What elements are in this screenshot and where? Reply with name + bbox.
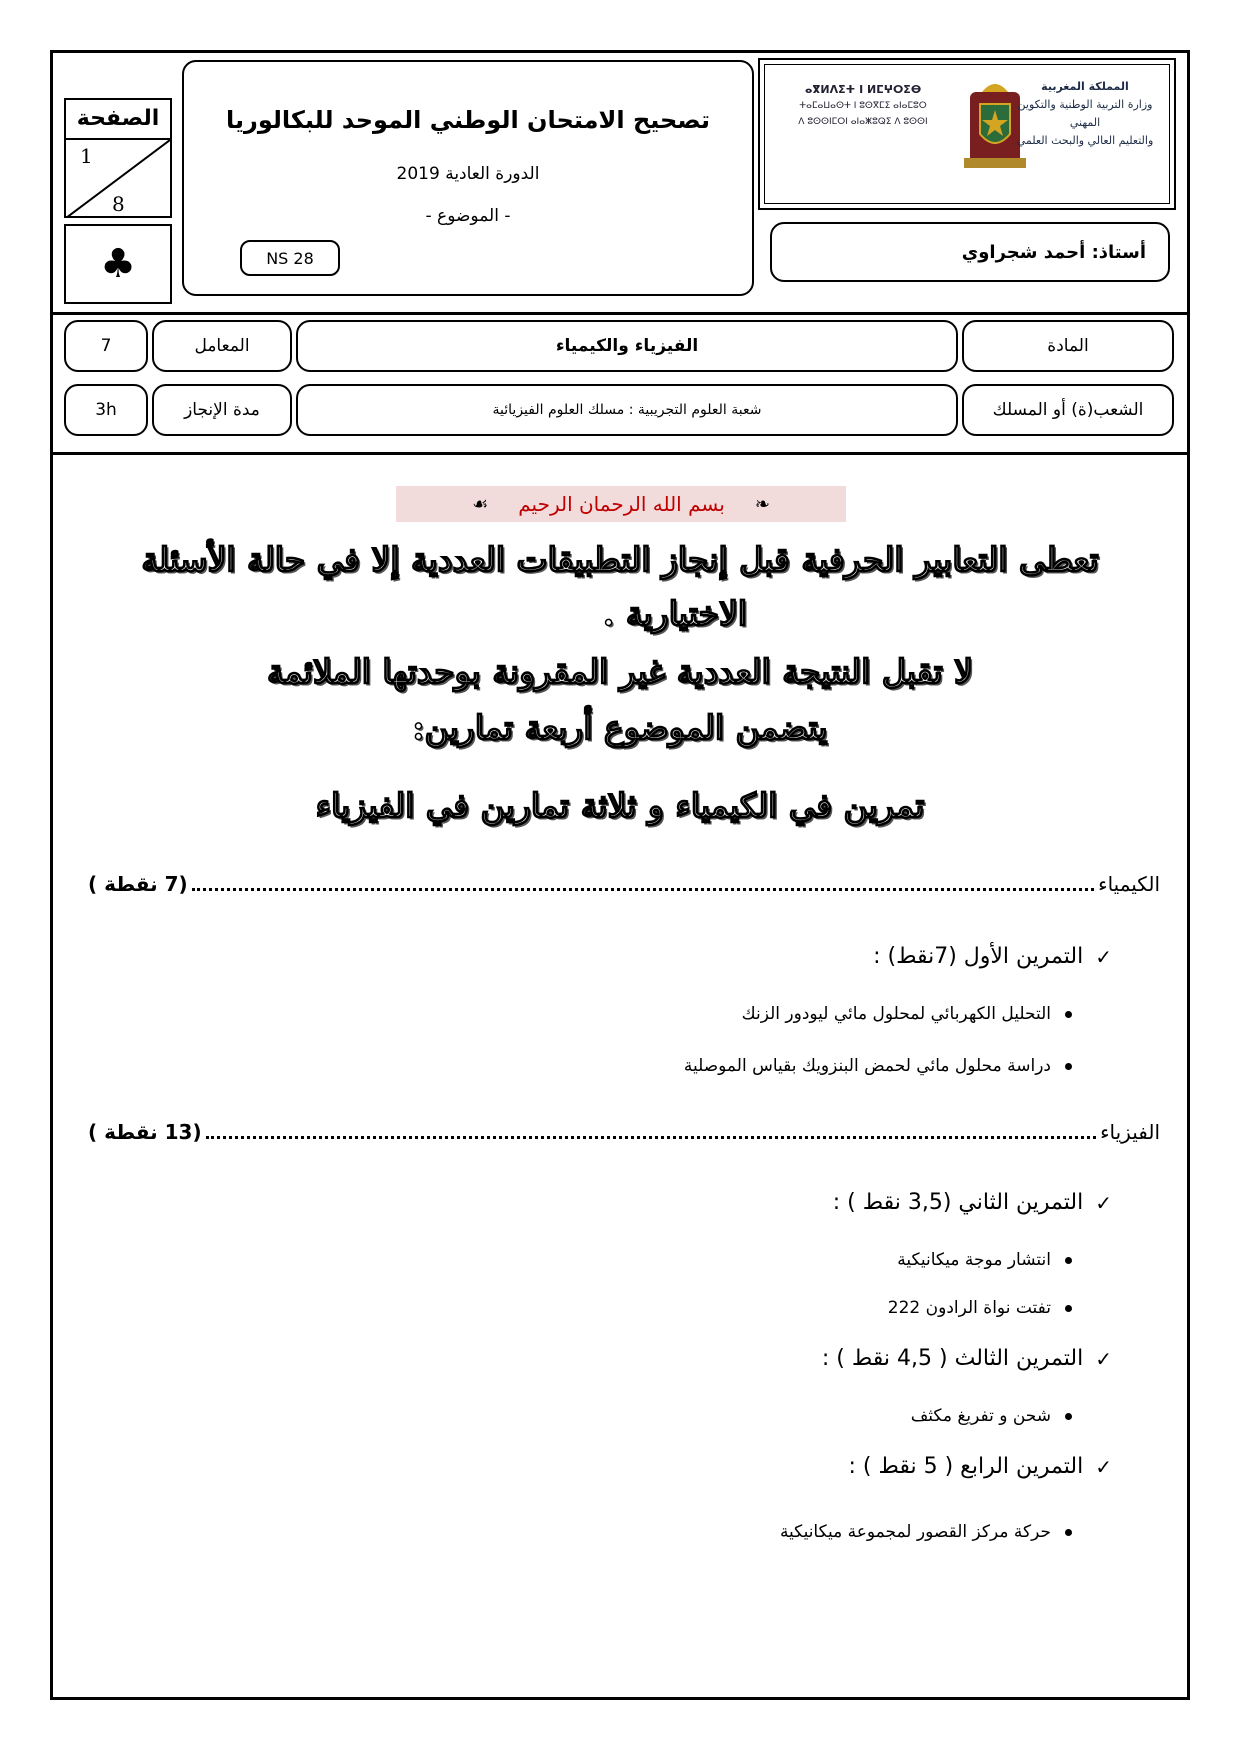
ornament-icon: ❧ [754,493,770,515]
exam-code: NS 28 [266,248,314,268]
teacher-box [770,222,1170,282]
page-total: 8 [112,192,125,216]
exercise-2-title: التمرين الثاني (3,5 نقط ) : [832,1190,1084,1215]
list-item: شحن و تفريغ مكثف [911,1406,1072,1426]
page-number-box [64,98,172,218]
session: الدورة العادية 2019 [396,164,540,184]
exercise-3-heading [822,1346,1112,1371]
duration-value-box: 3h [64,384,148,436]
suit-box [64,224,172,304]
ministry-box [758,58,1176,210]
exercise-4-title: التمرين الرابع ( 5 نقط ) : [848,1454,1084,1479]
chemistry-heading [88,872,1160,896]
list-item: التحليل الكهربائي لمحلول مائي ليودور الزنك [684,1004,1072,1024]
code-box [240,240,340,276]
check-icon: ✓ [1095,944,1112,969]
info-divider [50,452,1190,455]
instruction-line-2: الاختيارية . [602,594,748,633]
exam-title: تصحيح الامتحان الوطني الموحد للبكالوريا [226,106,710,134]
tifinagh-block: ⴰⴳⵍⴷⵉⵜ ⵏ ⵍⵎⵖⵔⵉⴱ ⵜⴰⵎⴰⵡⴰⵙⵜ ⵏ ⵓⵙⴳⵎⵉ ⴰⵏⴰⵎⵓⵔ ⴷ ⵓⵙⵙⵏⵎⵔⵏ ⴰⵏⴰⵥⵓⵕⵉ ⴷ ⵓⵙⵙⵏ [798,83,928,127]
check-icon: ✓ [1095,1346,1112,1371]
subject-value-box: الفيزياء والكيمياء [296,320,958,372]
exercise-3-topics [911,1406,1072,1426]
page-current: 1 [80,144,93,168]
list-item: انتشار موجة ميكانيكية [888,1250,1072,1270]
exercise-1-title: التمرين الأول (7نقط) : [873,944,1084,969]
exercise-1-topics [684,1004,1072,1076]
list-item: تفتت نواة الرادون 222 [888,1298,1072,1318]
physics-heading [88,1120,1160,1144]
exercise-2-heading [833,1190,1112,1215]
duration-label-box: مدة الإنجاز [152,384,292,436]
ministry-text: المملكة المغربية وزارة التربية الوطنية والتكوين المهني والتعليم العالي والبحث العلمي [1016,80,1154,147]
instruction-line-3: لا تقبل النتيجة العددية غير المقرونة بوحدتها الملائمة [267,652,973,691]
stream-value-box: شعبة العلوم التجريبية : مسلك العلوم الفيزيائية [296,384,958,436]
instruction-line-4: يتضمن الموضوع أربعة تمارين: [412,708,828,747]
subject-label: - الموضوع - [425,206,511,226]
club-icon: ♣ [100,241,136,287]
exercise-4-topics [780,1522,1072,1542]
exercise-3-title: التمرين الثالث ( 4,5 نقط ) : [821,1346,1084,1371]
chemistry-points: (7 نقطة ) [88,872,188,896]
teacher-name: أستاذ: أحمد شجراوي [961,241,1146,263]
list-item: حركة مركز القصور لمجموعة ميكانيكية [780,1522,1072,1542]
chemistry-label: الكيمياء [1098,872,1160,896]
coef-label-box: المعامل [152,320,292,372]
check-icon: ✓ [1095,1454,1112,1479]
physics-label: الفيزياء [1100,1120,1160,1144]
basmala-banner [396,486,846,522]
physics-points: (13 نقطة ) [88,1120,202,1144]
exercise-2-topics [888,1250,1072,1318]
stream-label-box: الشعب(ة) أو المسلك [962,384,1174,436]
exercise-1-heading [873,944,1112,969]
basmala-text: بسم الله الرحمان الرحيم [518,492,725,516]
instruction-line-1: تعطى التعابير الحرفية قبل إنجاز التطبيقات العددية إلا في حالة الأسئلة [141,540,1099,579]
header-divider [50,312,1190,315]
page-label: الصفحة [66,100,170,140]
instruction-line-5: تمرين في الكيمياء و ثلاثة تمارين في الفيزياء [315,786,925,825]
ornament-icon: ☙ [472,493,489,515]
list-item: دراسة محلول مائي لحمض البنزويك بقياس الموصلية [684,1056,1072,1076]
coef-value-box: 7 [64,320,148,372]
subject-label-box: المادة [962,320,1174,372]
check-icon: ✓ [1095,1190,1112,1215]
exercise-4-heading [848,1454,1112,1479]
